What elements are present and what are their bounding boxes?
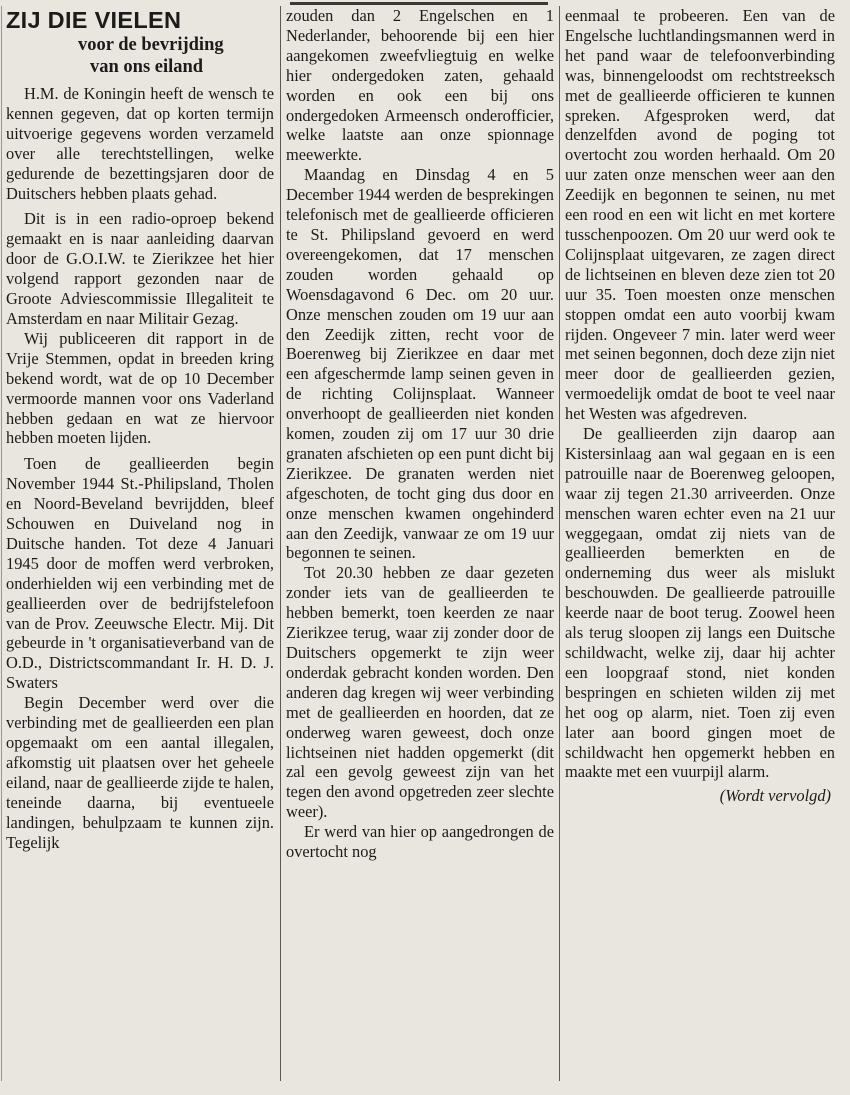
article-subhead-line-2: van ons eiland xyxy=(90,57,204,77)
paragraph: Dit is in een radio-oproep bekend gemaakt en is naar aanleiding daarvan door de G.O.I.W. te Zierikzee het hier volgend rapport gezonden naar de Groote Adviescommissie Illegaliteit te Amsterdam en naar Militair Gezag. xyxy=(6,209,274,328)
top-rule xyxy=(290,2,548,5)
column-1 xyxy=(6,6,274,1081)
article-subhead-line-1: voor de bevrijding xyxy=(78,35,224,55)
paragraph: Maandag en Dinsdag 4 en 5 December 1944 werden de besprekingen telefonisch met de geallieerde officieren te St. Philipsland gevoerd en werd overeengekomen, dat 17 menschen zouden worden gehaald op Woensdagavond 6 Dec. om 20 uur. Onze menschen zouden om 19 uur aan den Zeedijk zitten, recht voor de Boerenweg bij Zierikzee en daar met een afgeschermde lamp seinen geven in de richting Colijnsplaat. Wanneer onverhoopt de geallieerden niet konden komen, zouden zij om 17 uur 30 drie granaten afschieten op een punt dicht bij Zierikzee. De granaten werden niet afgeschoten, de tocht ging dus door en onze menschen kwamen ongehinderd aan den Zeedijk, vanwaar ze om 19 uur begonnen te seinen. xyxy=(286,165,554,563)
paragraph: eenmaal te probeeren. Een van de Engelsche luchtlandingsmannen werd in het pand waar de telefoonverbinding was, binnengeloodst om rechtstreeksch met de geallieerde officieren te kunnen spreken. Afgesproken werd, dat denzelfden avond de poging tot overtocht zou worden herhaald. Om 20 uur zaten onze menschen weer aan den Zeedijk en begonnen te seinen, nu met een rood en een wit licht en met kortere tusschenpoozen. Om 20 uur werd ook te Colijnsplaat uitgevaren, ze zagen direct de lichtseinen en bleven deze zien tot 20 uur 35. Toen moesten onze menschen stoppen omdat een auto voorbij kwam rijden. Ongeveer 7 min. later werd weer met seinen begonnen, doch deze zijn niet meer door de geallieerden gezien, vermoedelijk omdat de boot te veel naar het Westen was afgedreven. xyxy=(565,6,835,424)
paragraph: zouden dan 2 Engelschen en 1 Nederlander, behoorende bij een hier aangekomen zweefvliegtuig en welke hier ondergedoken zaten, gehaald worden en ook een bij ons ondergedoken Armeensch onderofficier, welke laatste aan onze spionnage meewerkte. xyxy=(286,6,554,165)
paragraph: De geallieerden zijn daarop aan Kistersinlaag aan wal gegaan en is een patrouille naar de Boerenweg geloopen, waar zij tegen 21.30 arriveerden. Onze menschen waren echter even na 21 uur weggegaan, omdat zij niets van de geallieerden bemerkten en de onderneming dus weer als mislukt beschouwden. De geallieerde patrouille keerde naar de boot terug. Zoowel heen als terug sloopen zij langs een Duitsche schildwacht, welke zij, daar hij achter een loopgraaf stond, niet konden bespringen en schieten wilden zij met het oog op alarm, niet. Toen zij even later aan boord gingen moet de schildwacht hen opgemerkt hebben en maakte met een vuurpijl alarm. xyxy=(565,424,835,782)
paragraph: Toen de geallieerden begin November 1944 St.-Philipsland, Tholen en Noord-Beveland bevrijdden, bleef Schouwen en Duiveland nog in Duitsche handen. Tot deze 4 Januari 1945 door de moffen werd verbroken, onderhielden wij een verbinding met de geallieerden over de bedrijfstelefoon van de Prov. Zeeuwsche Electr. Mij. Dit gebeurde in 't organisatieverband van de O.D., Districtscommandant Ir. H. D. J. Swaters xyxy=(6,454,274,693)
continued-note: (Wordt vervolgd) xyxy=(719,786,831,806)
column-rule-2 xyxy=(559,6,560,1081)
paragraph: Er werd van hier op aangedrongen de overtocht nog xyxy=(286,822,554,862)
paragraph: Begin December werd over die verbinding met de geallieerden een plan opgemaakt om een aantal illegalen, afkomstig uit plaatsen over het geheele eiland, naar de geallieerde zijde te halen, teneinde daarna, bij eventueele landingen, behulpzaam te kunnen zijn. Tegelijk xyxy=(6,693,274,852)
column-3 xyxy=(565,6,835,1081)
paragraph: Tot 20.30 hebben ze daar gezeten zonder iets van de geallieerden te hebben bemerkt, toen keerden ze naar Zierikzee terug, waar zij zonder door de Duitschers opgemerkt te zijn weer onderdak gebracht konden worden. Den anderen dag kregen wij weer verbinding met de geallieerden en hoorden, dat ze onderweg waren geweest, doch onze lichtseinen niet hadden opgemerkt (dit zal een gevolg geweest zijn van het tegen den avond opgetreden zeer slechte weer). xyxy=(286,563,554,822)
column-rule-1 xyxy=(280,6,281,1081)
left-edge-rule xyxy=(1,6,2,1081)
paragraph: Wij publiceeren dit rapport in de Vrije Stemmen, opdat in breeden kring bekend wordt, wat de op 10 December vermoorde mannen voor ons Vaderland hebben gedaan en wat ze hiervoor hebben moeten lijden. xyxy=(6,328,274,448)
paragraph: H.M. de Koningin heeft de wensch te kennen gegeven, dat op korten termijn uitvoerige gegevens worden verzameld over alle terechtstellingen, welke gedurende de bezettingsjaren door de Duitschers hebben plaats gehad. xyxy=(6,84,274,203)
column-2 xyxy=(286,6,554,1081)
article-headline: ZIJ DIE VIELEN xyxy=(6,7,182,33)
